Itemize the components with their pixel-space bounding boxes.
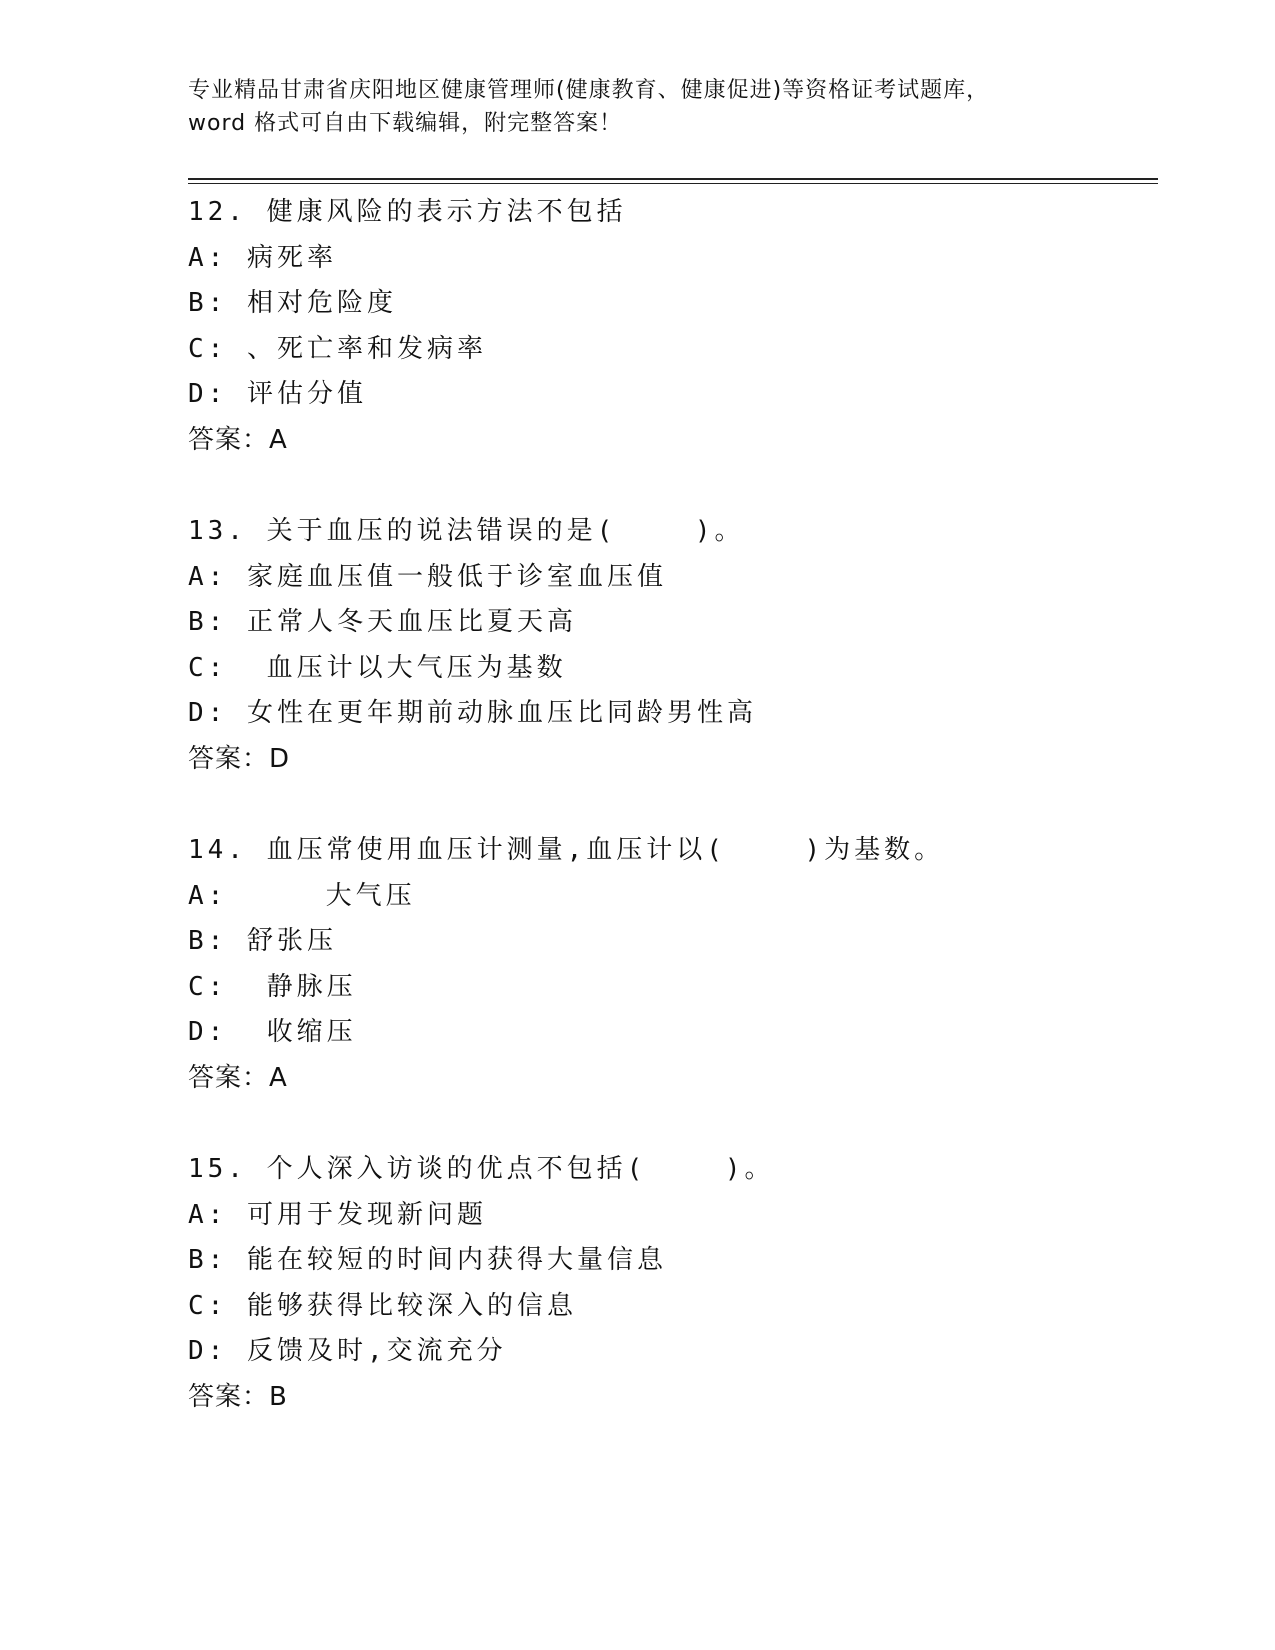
option-text: 正常人冬天血压比夏天高 [227,607,577,637]
option-text: 大气压 [227,880,416,911]
option-b [188,919,1148,965]
option-label: A: [188,242,228,273]
question-12 [188,190,1148,463]
header-line-1: 专业精品甘肃省庆阳地区健康管理师(健康教育、健康促进)等资格证考试题库， [188,78,990,103]
option-label: C: [188,333,228,364]
option-text: 血压计以大气压为基数 [227,652,567,683]
option-c [188,646,1148,692]
option-label: B: [188,1245,228,1275]
option-text: 收缩压 [227,1017,357,1047]
option-label: A: [188,1199,228,1230]
option-d [188,691,1148,737]
option-label: C: [188,1290,228,1321]
option-text: 静脉压 [227,971,357,1002]
option-label: C: [188,971,228,1002]
option-a [188,874,1148,920]
option-a [188,1193,1148,1239]
option-text: 女性在更年期前动脉血压比同龄男性高 [227,698,757,728]
option-label: D: [188,379,228,409]
option-c [188,327,1148,373]
option-text: 家庭血压值一般低于诊室血压值 [227,561,667,592]
option-label: D: [188,1017,228,1047]
question-stem: 15. 个人深入访谈的优点不包括( )。 [188,1154,775,1184]
option-d [188,372,1148,418]
option-b [188,1238,1148,1284]
option-text: 舒张压 [227,926,337,956]
option-label: A: [188,880,228,911]
option-d [188,1010,1148,1056]
question-15 [188,1147,1148,1420]
answer-line: 答案：D [188,743,291,774]
option-text: 能在较短的时间内获得大量信息 [227,1245,667,1275]
question-13 [188,509,1148,782]
option-c [188,965,1148,1011]
option-a [188,236,1148,282]
option-label: A: [188,561,228,592]
option-d [188,1329,1148,1375]
header-divider-thick [188,178,1158,180]
question-stem: 13. 关于血压的说法错误的是( )。 [188,516,745,546]
answer-line: 答案：B [188,1381,288,1412]
option-label: C: [188,652,228,683]
option-text: 相对危险度 [227,288,397,318]
option-text: 、死亡率和发病率 [227,333,487,364]
question-list [188,190,1148,1466]
option-c [188,1284,1148,1330]
header-line-2: word 格式可自由下载编辑，附完整答案！ [188,111,623,136]
question-14 [188,828,1148,1101]
header-divider-thin [188,183,1158,184]
answer-line: 答案：A [188,424,288,455]
option-text: 病死率 [227,242,337,273]
option-text: 可用于发现新问题 [227,1199,487,1230]
document-header [188,74,1088,140]
answer-line: 答案：A [188,1062,288,1093]
option-text: 评估分值 [227,379,367,409]
option-label: B: [188,607,228,637]
question-stem: 12. 健康风险的表示方法不包括 [188,197,627,227]
option-label: D: [188,698,228,728]
option-label: B: [188,926,228,956]
option-text: 反馈及时,交流充分 [227,1336,507,1366]
option-a [188,555,1148,601]
question-stem: 14. 血压常使用血压计测量,血压计以( )为基数。 [188,835,945,865]
option-text: 能够获得比较深入的信息 [227,1290,577,1321]
option-b [188,281,1148,327]
option-label: B: [188,288,228,318]
option-b [188,600,1148,646]
option-label: D: [188,1336,228,1366]
